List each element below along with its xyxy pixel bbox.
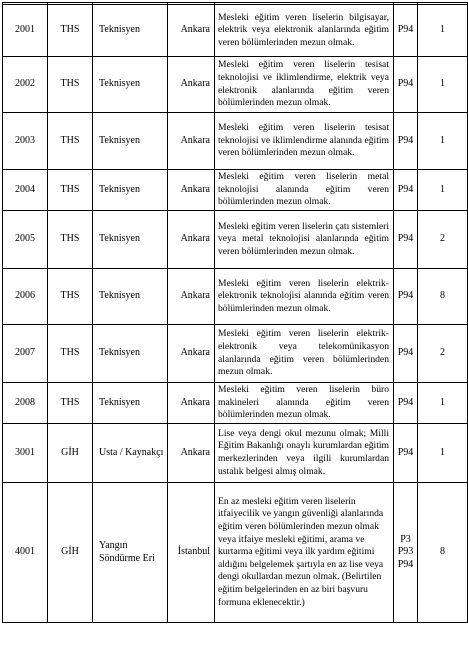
cell-city: Ankara — [168, 424, 215, 483]
cell-qty: 2 — [418, 325, 468, 383]
cell-code: 2006 — [3, 269, 48, 325]
ref-line: P93 — [397, 546, 414, 558]
cell-description: Mesleki eğitim veren liselerin elektrik-elektronik teknolojisi alanında eğitim veren bölümlerinden mezun olmak. — [215, 269, 394, 325]
cell-position: Teknisyen — [93, 113, 168, 170]
cell-ref: P94 — [394, 424, 418, 483]
cell-ref: P94 — [394, 383, 418, 424]
table-row — [3, 269, 468, 325]
cell-kind: THS — [48, 57, 93, 113]
cell-description: Mesleki eğitim veren liselerin büro makineleri alanında eğitim veren bölümlerinden mezun olmak. — [215, 383, 394, 424]
cell-kind: THS — [48, 269, 93, 325]
cell-position: Teknisyen — [93, 211, 168, 269]
table-row — [3, 57, 468, 113]
cell-code: 2005 — [3, 211, 48, 269]
cell-description: En az mesleki eğitim veren liselerin itfaiyecilik ve yangın güvenliği alanlarında eğitim veren bölümlerinden mezun olmak veya itfaiye mesleki eğitimi, arama ve kurtarma eğitimi veya ilk yardım eğitimi aldığını belgelemek şartıyla en az lise veya dengi okullardan mezun olmak. (Belirtilen eğitim belgelerinden en az biri başvuru formuna eklenecektir.) — [215, 483, 394, 623]
cell-ref: P94 — [394, 211, 418, 269]
cell-city: Ankara — [168, 57, 215, 113]
table-row — [3, 424, 468, 483]
cell-position: Teknisyen — [93, 5, 168, 57]
cell-position: Teknisyen — [93, 57, 168, 113]
cell-kind: THS — [48, 211, 93, 269]
cell-kind: THS — [48, 113, 93, 170]
cell-kind: GİH — [48, 424, 93, 483]
cell-qty: 1 — [418, 5, 468, 57]
cell-ref: P94 — [394, 57, 418, 113]
cell-qty: 1 — [418, 113, 468, 170]
table-row — [3, 483, 468, 623]
cell-description: Mesleki eğitim veren liselerin tesisat teknolojisi ve iklimlendirme alanında eğitim veren bölümlerinden mezun olmak. — [215, 113, 394, 170]
cell-ref: P94 — [394, 5, 418, 57]
cell-city: Ankara — [168, 383, 215, 424]
cell-qty: 8 — [418, 269, 468, 325]
cell-code: 2002 — [3, 57, 48, 113]
cell-description: Mesleki eğitim veren liselerin tesisat teknolojisi ve iklimlendirme, elektrik veya elektronik alanlarında eğitim veren bölümlerinden mezun olmak. — [215, 57, 394, 113]
cell-code: 2008 — [3, 383, 48, 424]
cell-city: Ankara — [168, 325, 215, 383]
cell-ref: P94 — [394, 170, 418, 211]
cell-qty: 1 — [418, 57, 468, 113]
ref-line: P94 — [397, 558, 414, 570]
cell-description: Mesleki eğitim veren liselerin bilgisayar, elektrik veya elektronik alanlarında eğitim veren bölümlerinden mezun olmak. — [215, 5, 394, 57]
table-row — [3, 383, 468, 424]
cell-city: Ankara — [168, 269, 215, 325]
table-row — [3, 170, 468, 211]
cell-city: Ankara — [168, 113, 215, 170]
cell-position: Yangın Söndürme Eri — [93, 483, 168, 623]
cell-qty: 1 — [418, 170, 468, 211]
cell-kind: THS — [48, 170, 93, 211]
cell-kind: THS — [48, 325, 93, 383]
positions-table — [2, 2, 468, 623]
cell-kind: GİH — [48, 483, 93, 623]
cell-code: 2003 — [3, 113, 48, 170]
cell-description: Mesleki eğitim veren liselerin çatı sistemleri veya metal teknolojisi alanlarında eğitim veren bölümlerinden mezun olmak. — [215, 211, 394, 269]
table-row — [3, 325, 468, 383]
cell-qty: 1 — [418, 383, 468, 424]
cell-ref — [394, 483, 418, 623]
cell-code: 2007 — [3, 325, 48, 383]
cell-description: Mesleki eğitim veren liselerin elektrik-elektronik veya telekomünikasyon alanlarında eğitim veren bölümlerinden mezun olmak. — [215, 325, 394, 383]
cell-city: Ankara — [168, 5, 215, 57]
cell-position: Teknisyen — [93, 170, 168, 211]
table-row — [3, 5, 468, 57]
cell-code: 2004 — [3, 170, 48, 211]
table-row — [3, 113, 468, 170]
cell-description: Lise veya dengi okul mezunu olmak; Milli Eğitim Bakanlığı onaylı kurumlardan eğitim merkezlerinden veya ilgili kurumlardan ustalık belgesi almış olmak. — [215, 424, 394, 483]
cell-code: 4001 — [3, 483, 48, 623]
cell-ref: P94 — [394, 325, 418, 383]
cell-city: İstanbul — [168, 483, 215, 623]
cell-ref: P94 — [394, 113, 418, 170]
cell-city: Ankara — [168, 211, 215, 269]
cell-qty: 8 — [418, 483, 468, 623]
cell-position: Teknisyen — [93, 325, 168, 383]
ref-line: P3 — [400, 533, 411, 545]
cell-kind: THS — [48, 383, 93, 424]
cell-city: Ankara — [168, 170, 215, 211]
table-row — [3, 211, 468, 269]
cell-ref: P94 — [394, 269, 418, 325]
cell-code: 3001 — [3, 424, 48, 483]
cell-position: Teknisyen — [93, 269, 168, 325]
cell-kind: THS — [48, 5, 93, 57]
cell-description: Mesleki eğitim veren liselerin metal teknolojisi alanında eğitim veren bölümlerinden mezun olmak. — [215, 170, 394, 211]
cell-qty: 2 — [418, 211, 468, 269]
cell-qty: 1 — [418, 424, 468, 483]
cell-code: 2001 — [3, 5, 48, 57]
cell-position: Usta / Kaynakçı — [93, 424, 168, 483]
cell-position: Teknisyen — [93, 383, 168, 424]
